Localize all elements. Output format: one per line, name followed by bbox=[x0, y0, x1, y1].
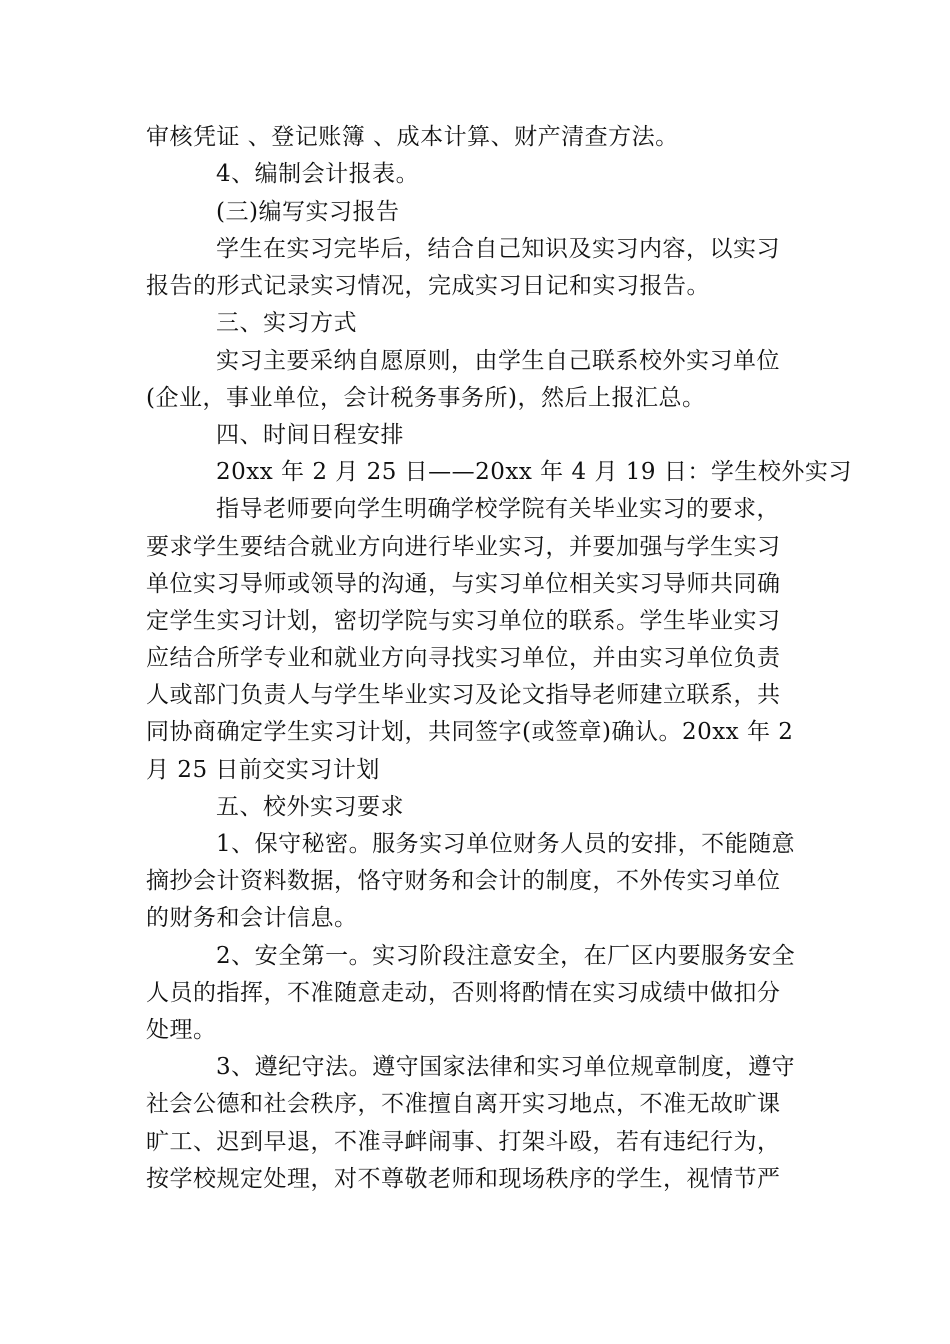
section-heading: (三)编写实习报告 bbox=[216, 199, 400, 225]
text-line: 定学生实习计划，密切学院与实习单位的联系。学生毕业实习 bbox=[146, 608, 781, 634]
text-line: 2、安全第一。实习阶段注意安全，在厂区内要服务安全 bbox=[216, 943, 796, 969]
text-line: 同协商确定学生实习计划，共同签字(或签章)确认。20xx 年 2 bbox=[146, 719, 794, 745]
text-line: 摘抄会计资料数据，恪守财务和会计的制度，不外传实习单位 bbox=[146, 868, 781, 894]
text-line: 人员的指挥，不准随意走动，否则将酌情在实习成绩中做扣分 bbox=[146, 980, 781, 1006]
text-line: 要求学生要结合就业方向进行毕业实习，并要加强与学生实习 bbox=[146, 534, 781, 560]
text-line: 4、编制会计报表。 bbox=[216, 161, 420, 187]
text-line: 按学校规定处理，对不尊敬老师和现场秩序的学生，视情节严 bbox=[146, 1166, 781, 1192]
text-line: 的财务和会计信息。 bbox=[146, 905, 358, 931]
text-line: 审核凭证 、登记账簿 、成本计算、财产清查方法。 bbox=[146, 124, 679, 150]
section-heading: 三、实习方式 bbox=[216, 310, 357, 336]
text-line: 月 25 日前交实习计划 bbox=[146, 757, 380, 783]
text-line: 1、保守秘密。服务实习单位财务人员的安排，不能随意 bbox=[216, 831, 796, 857]
text-line: 实习主要采纳自愿原则，由学生自己联系校外实习单位 bbox=[216, 348, 780, 374]
text-line: 3、遵纪守法。遵守国家法律和实习单位规章制度，遵守 bbox=[216, 1054, 796, 1080]
section-heading: 五、校外实习要求 bbox=[216, 794, 404, 820]
text-line: 学生在实习完毕后，结合自己知识及实习内容，以实习 bbox=[216, 236, 780, 262]
section-heading: 四、时间日程安排 bbox=[216, 422, 404, 448]
text-line: 处理。 bbox=[146, 1017, 217, 1043]
text-line: 指导老师要向学生明确学校学院有关毕业实习的要求， bbox=[216, 496, 780, 522]
text-line: 20xx 年 2 月 25 日——20xx 年 4 月 19 日：学生校外实习 bbox=[216, 459, 852, 485]
text-line: 人或部门负责人与学生毕业实习及论文指导老师建立联系，共 bbox=[146, 682, 781, 708]
text-line: 单位实习导师或领导的沟通，与实习单位相关实习导师共同确 bbox=[146, 571, 781, 597]
text-line: 应结合所学专业和就业方向寻找实习单位，并由实习单位负责 bbox=[146, 645, 781, 671]
text-line: 报告的形式记录实习情况，完成实习日记和实习报告。 bbox=[146, 273, 710, 299]
text-line: 社会公德和社会秩序，不准擅自离开实习地点，不准无故旷课 bbox=[146, 1091, 781, 1117]
text-line: (企业，事业单位，会计税务事务所)，然后上报汇总。 bbox=[146, 385, 706, 411]
text-line: 旷工、迟到早退，不准寻衅闹事、打架斗殴，若有违纪行为， bbox=[146, 1129, 781, 1155]
